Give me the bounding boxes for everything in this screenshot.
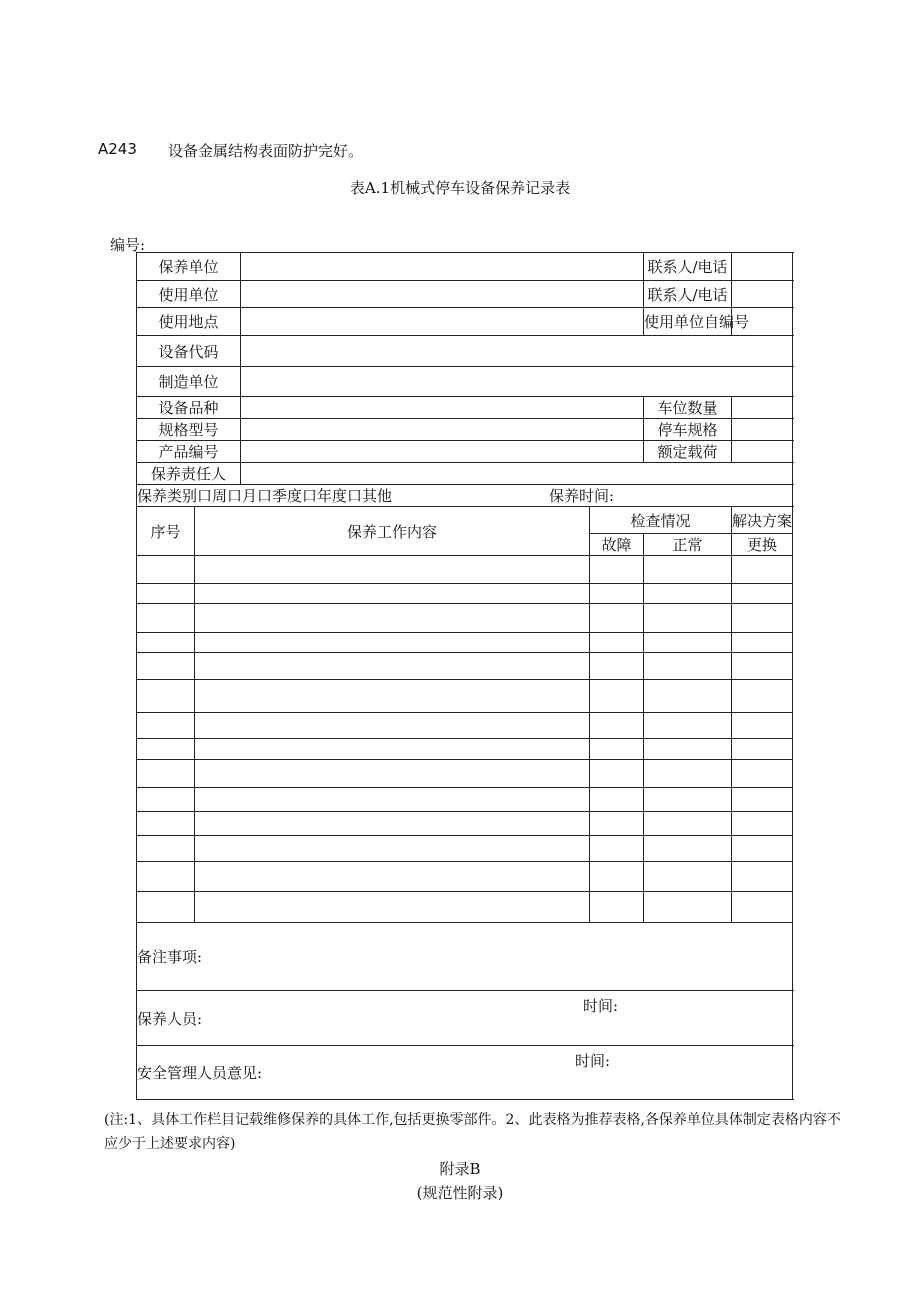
user-contact-phone-field[interactable] — [732, 281, 793, 308]
maintainer-label: 保养人员: — [137, 1009, 203, 1028]
table-row — [137, 892, 793, 923]
location-field[interactable] — [241, 308, 644, 336]
table-note: (注:1、具体工作栏目记载维修保养的具体工作,包括更换零部件。2、此表格为推荐表格,各保养单位具体制定表格内容不应少于上述要求内容) — [104, 1112, 841, 1152]
table-row — [137, 739, 793, 760]
table-row — [137, 556, 793, 584]
table-title: 表A.1机械式停车设备保养记录表 — [349, 179, 571, 197]
solution-header: 解决方案 — [732, 507, 793, 534]
safety-time-label: 时间: — [575, 1052, 611, 1070]
table-row — [137, 653, 793, 680]
parking-spaces-label: 车位数量 — [644, 397, 732, 419]
table-row — [137, 812, 793, 836]
product-number-label: 产品编号 — [137, 441, 241, 463]
table-row — [137, 633, 793, 653]
appendix-title: 附录B — [439, 1160, 481, 1178]
table-row — [137, 604, 793, 633]
parking-spec-label: 停车规格 — [644, 419, 732, 441]
equipment-type-field[interactable] — [241, 397, 644, 419]
normal-header: 正常 — [644, 534, 732, 556]
manufacturer-field[interactable] — [241, 367, 793, 397]
seq-header: 序号 — [137, 507, 195, 556]
safety-opinion-field[interactable] — [137, 1046, 793, 1100]
rated-load-label: 额定载荷 — [644, 441, 732, 463]
remarks-field[interactable] — [137, 923, 793, 991]
table-row — [137, 836, 793, 862]
appendix-subtitle: (规范性附录) — [416, 1184, 504, 1202]
model-field[interactable] — [241, 419, 644, 441]
parking-spec-field[interactable] — [732, 419, 793, 441]
maintenance-unit-label: 保养单位 — [137, 253, 241, 281]
model-label: 规格型号 — [137, 419, 241, 441]
table-row — [137, 584, 793, 604]
product-number-field[interactable] — [241, 441, 644, 463]
equipment-code-field[interactable] — [241, 336, 793, 367]
maintenance-period-row — [137, 485, 793, 507]
contact-phone-label: 联系人/电话 — [644, 253, 732, 281]
remarks-label: 备注事项: — [137, 948, 203, 966]
clause-text: 设备金属结构表面防护完好。 — [168, 142, 364, 160]
replace-header: 更换 — [732, 534, 793, 556]
user-unit-field[interactable] — [241, 281, 644, 308]
table-row — [137, 713, 793, 739]
safety-manager-label: 安全管理人员意见: — [137, 1064, 263, 1082]
clause-code: A243 — [98, 140, 137, 158]
table-row — [137, 680, 793, 713]
maintainer-time-label: 时间: — [583, 997, 619, 1015]
equipment-code-label: 设备代码 — [137, 336, 241, 367]
check-status-header: 检查情况 — [590, 507, 732, 534]
fault-header: 故障 — [590, 534, 644, 556]
user-unit-number-label: 使用单位自编号 — [644, 308, 732, 336]
table-row — [137, 760, 793, 788]
user-unit-label: 使用单位 — [137, 281, 241, 308]
manufacturer-label: 制造单位 — [137, 367, 241, 397]
contact-phone-field[interactable] — [732, 253, 793, 281]
table-row — [137, 862, 793, 892]
maintenance-unit-field[interactable] — [241, 253, 644, 281]
location-label: 使用地点 — [137, 308, 241, 336]
responsible-person-field[interactable] — [241, 463, 793, 485]
responsible-person-label: 保养责任人 — [137, 463, 241, 485]
maintainer-signature-field[interactable] — [137, 991, 793, 1046]
equipment-type-label: 设备品种 — [137, 397, 241, 419]
rated-load-field[interactable] — [732, 441, 793, 463]
table-row — [137, 788, 793, 812]
maintenance-period-options[interactable]: 保养类别口周口月口季度口年度口其他 — [137, 487, 393, 505]
work-content-header: 保养工作内容 — [195, 507, 590, 556]
maintenance-record-table — [136, 252, 793, 1100]
record-number-label: 编号: — [110, 236, 146, 254]
user-contact-phone-label: 联系人/电话 — [644, 281, 732, 308]
parking-spaces-field[interactable] — [732, 397, 793, 419]
maintenance-time-label: 保养时间: — [549, 487, 615, 505]
